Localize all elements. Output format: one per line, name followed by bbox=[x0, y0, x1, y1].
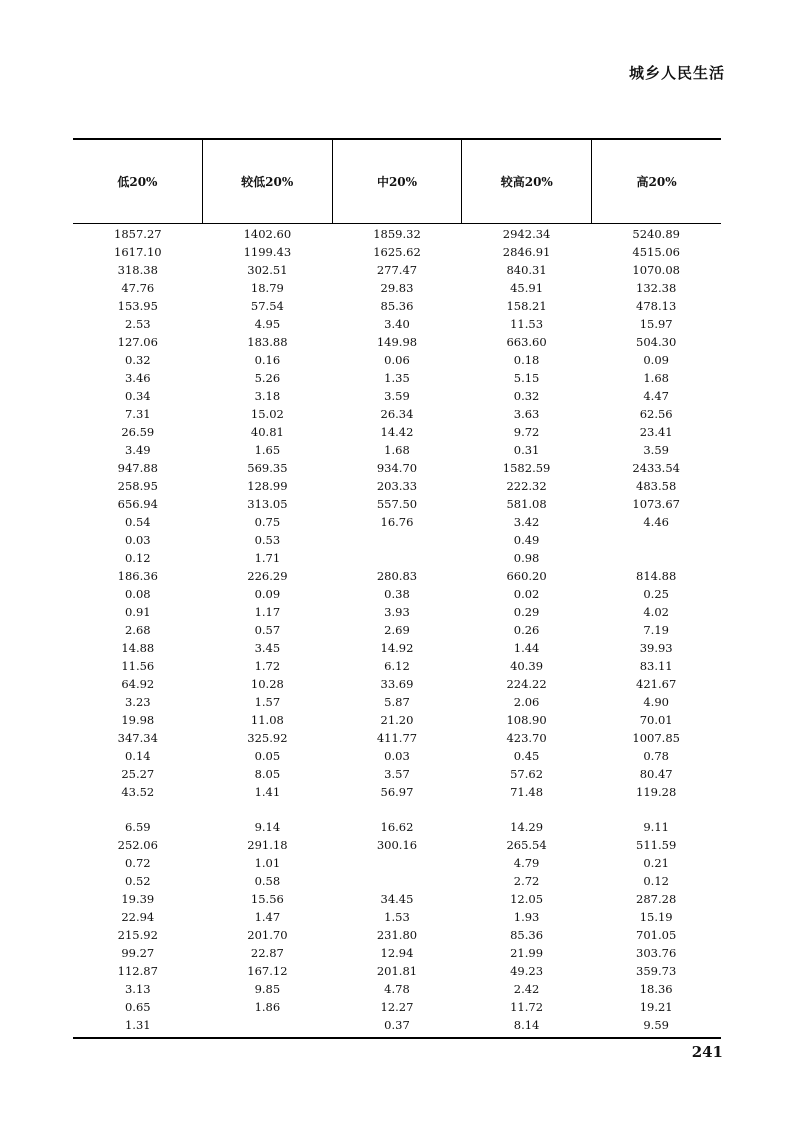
table-cell: 2.69 bbox=[384, 623, 410, 637]
table-cell: 183.88 bbox=[247, 335, 288, 349]
table-cell: 947.88 bbox=[117, 461, 158, 475]
table-cell: 0.31 bbox=[513, 443, 540, 457]
table-cell: 1.53 bbox=[384, 910, 410, 924]
table-cell: 0.98 bbox=[513, 551, 540, 565]
table-cell: 0.38 bbox=[384, 587, 410, 601]
table-cell: 3.93 bbox=[384, 605, 410, 619]
table-cell: 0.12 bbox=[124, 551, 151, 565]
column-header: 低20% bbox=[117, 175, 158, 189]
table-cell: 1582.59 bbox=[502, 461, 551, 475]
table-cell: 0.53 bbox=[254, 533, 281, 547]
table-cell: 0.75 bbox=[254, 515, 281, 529]
table-cell: 0.16 bbox=[254, 353, 281, 367]
table-row bbox=[73, 585, 721, 603]
table-cell: 47.76 bbox=[121, 281, 155, 295]
data-table bbox=[73, 138, 721, 1039]
table-row bbox=[73, 980, 721, 998]
table-cell: 1.01 bbox=[254, 856, 281, 870]
table-cell: 167.12 bbox=[247, 964, 288, 978]
table-cell bbox=[203, 1016, 333, 1034]
table-cell: 0.91 bbox=[124, 605, 151, 619]
table-cell: 19.98 bbox=[121, 713, 155, 727]
table-cell: 71.48 bbox=[510, 785, 544, 799]
table-cell: 1070.08 bbox=[632, 263, 680, 277]
table-cell: 25.27 bbox=[121, 767, 155, 781]
table-cell: 33.69 bbox=[380, 677, 414, 691]
table-cell: 11.72 bbox=[510, 1000, 544, 1014]
table-cell: 15.56 bbox=[250, 892, 284, 906]
table-cell: 80.47 bbox=[639, 767, 673, 781]
table-cell: 203.33 bbox=[376, 479, 418, 493]
table-cell: 3.18 bbox=[254, 389, 281, 403]
table-row bbox=[73, 603, 721, 621]
table-row bbox=[73, 836, 721, 854]
table-cell: 0.14 bbox=[124, 749, 151, 763]
table-cell: 9.14 bbox=[254, 820, 281, 834]
table-cell: 153.95 bbox=[117, 299, 158, 313]
table-cell: 11.56 bbox=[121, 659, 155, 673]
table-cell: 511.59 bbox=[636, 838, 677, 852]
table-cell: 277.47 bbox=[376, 263, 418, 277]
table-cell: 3.49 bbox=[124, 443, 151, 457]
table-cell: 23.41 bbox=[639, 425, 673, 439]
table-row bbox=[73, 747, 721, 765]
table-cell: 16.62 bbox=[380, 820, 414, 834]
table-cell: 0.65 bbox=[124, 1000, 151, 1014]
table-cell: 325.92 bbox=[247, 731, 288, 745]
table-cell: 4.79 bbox=[513, 856, 540, 870]
table-cell bbox=[462, 801, 592, 818]
table-cell: 1.86 bbox=[254, 1000, 281, 1014]
table-cell: 3.63 bbox=[513, 407, 540, 421]
table-cell: 1.41 bbox=[254, 785, 281, 799]
table-cell: 0.58 bbox=[254, 874, 281, 888]
table-cell: 1.44 bbox=[513, 641, 540, 655]
table-cell: 660.20 bbox=[506, 569, 547, 583]
table-cell: 4515.06 bbox=[632, 245, 680, 259]
table-body bbox=[73, 224, 721, 1037]
table-cell: 0.18 bbox=[513, 353, 540, 367]
table-cell: 421.67 bbox=[636, 677, 677, 691]
table-cell: 258.95 bbox=[117, 479, 158, 493]
table-cell: 0.06 bbox=[384, 353, 410, 367]
table-cell: 0.32 bbox=[513, 389, 540, 403]
table-cell: 557.50 bbox=[376, 497, 418, 511]
table-cell: 19.39 bbox=[121, 892, 155, 906]
table-cell: 40.81 bbox=[250, 425, 284, 439]
table-cell: 19.21 bbox=[639, 1000, 673, 1014]
table-cell bbox=[332, 872, 462, 890]
table-cell: 0.54 bbox=[124, 515, 151, 529]
table-cell: 0.21 bbox=[643, 856, 669, 870]
table-row bbox=[73, 387, 721, 405]
table-cell: 252.06 bbox=[117, 838, 158, 852]
table-cell: 1.68 bbox=[643, 371, 669, 385]
table-row bbox=[73, 783, 721, 801]
table-row bbox=[73, 531, 721, 549]
table-row bbox=[73, 1016, 721, 1034]
table-cell: 423.70 bbox=[506, 731, 547, 745]
table-cell: 128.99 bbox=[247, 479, 288, 493]
table-cell: 2.06 bbox=[513, 695, 540, 709]
table-row bbox=[73, 908, 721, 926]
table-cell: 2.72 bbox=[513, 874, 540, 888]
table-cell: 57.62 bbox=[510, 767, 544, 781]
table-row bbox=[73, 890, 721, 908]
table-cell: 0.29 bbox=[513, 605, 540, 619]
column-header: 较低20% bbox=[202, 140, 332, 223]
table-cell: 1007.85 bbox=[632, 731, 680, 745]
table-row bbox=[73, 711, 721, 729]
table-row bbox=[73, 351, 721, 369]
table-cell: 12.05 bbox=[510, 892, 544, 906]
table-row bbox=[73, 405, 721, 423]
table-cell: 26.59 bbox=[121, 425, 155, 439]
table-cell: 21.20 bbox=[380, 713, 414, 727]
table-row bbox=[73, 657, 721, 675]
table-cell: 85.36 bbox=[380, 299, 414, 313]
table-row bbox=[73, 621, 721, 639]
table-cell: 934.70 bbox=[376, 461, 418, 475]
table-cell: 0.25 bbox=[643, 587, 669, 601]
table-row bbox=[73, 675, 721, 693]
table-cell: 226.29 bbox=[247, 569, 288, 583]
table-cell: 0.12 bbox=[643, 874, 669, 888]
table-cell: 158.21 bbox=[506, 299, 547, 313]
table-cell: 483.58 bbox=[636, 479, 677, 493]
table-cell: 1073.67 bbox=[632, 497, 680, 511]
table-cell: 0.09 bbox=[254, 587, 281, 601]
table-cell: 3.40 bbox=[384, 317, 410, 331]
table-cell: 303.76 bbox=[636, 946, 677, 960]
table-cell: 22.87 bbox=[250, 946, 284, 960]
table-cell: 0.03 bbox=[384, 749, 410, 763]
running-head: 城乡人民生活 bbox=[628, 64, 725, 82]
column-header: 高20% bbox=[591, 140, 721, 223]
table-cell: 347.34 bbox=[117, 731, 158, 745]
table-cell: 4.46 bbox=[643, 515, 669, 529]
table-cell: 0.09 bbox=[643, 353, 669, 367]
table-row bbox=[73, 693, 721, 711]
table-cell: 201.81 bbox=[376, 964, 418, 978]
table-cell: 119.28 bbox=[636, 785, 677, 799]
table-cell: 302.51 bbox=[247, 263, 288, 277]
table-row bbox=[73, 801, 721, 818]
table-cell: 224.22 bbox=[506, 677, 547, 691]
table-cell: 0.78 bbox=[643, 749, 669, 763]
table-cell: 3.46 bbox=[124, 371, 151, 385]
table-row bbox=[73, 567, 721, 585]
table-row bbox=[73, 441, 721, 459]
table-cell: 2942.34 bbox=[502, 227, 551, 241]
table-cell: 215.92 bbox=[117, 928, 158, 942]
table-cell: 1.57 bbox=[254, 695, 281, 709]
table-cell: 14.88 bbox=[121, 641, 155, 655]
table-cell: 15.02 bbox=[250, 407, 284, 421]
table-cell: 43.52 bbox=[121, 785, 155, 799]
table-cell: 6.12 bbox=[384, 659, 410, 673]
table-cell: 4.78 bbox=[384, 982, 410, 996]
table-cell: 291.18 bbox=[247, 838, 288, 852]
table-cell: 14.29 bbox=[510, 820, 544, 834]
table-cell bbox=[332, 531, 462, 549]
table-cell: 2433.54 bbox=[632, 461, 680, 475]
table-cell: 5.26 bbox=[254, 371, 281, 385]
table-cell: 14.92 bbox=[380, 641, 414, 655]
table-cell: 3.45 bbox=[254, 641, 281, 655]
table-cell: 0.32 bbox=[124, 353, 151, 367]
table-row bbox=[73, 962, 721, 980]
table-cell: 581.08 bbox=[506, 497, 547, 511]
table-cell: 85.36 bbox=[510, 928, 544, 942]
table-cell: 1.35 bbox=[384, 371, 410, 385]
table-cell: 1857.27 bbox=[114, 227, 162, 241]
table-cell: 1.72 bbox=[254, 659, 281, 673]
table-cell: 0.72 bbox=[124, 856, 151, 870]
table-cell: 12.27 bbox=[380, 1000, 414, 1014]
table-cell: 2.42 bbox=[513, 982, 540, 996]
table-cell: 149.98 bbox=[376, 335, 418, 349]
table-cell: 4.95 bbox=[254, 317, 281, 331]
table-cell: 112.87 bbox=[117, 964, 158, 978]
table-cell: 15.97 bbox=[639, 317, 673, 331]
table-cell: 1.68 bbox=[384, 443, 410, 457]
table-cell bbox=[332, 801, 462, 818]
table-cell: 2846.91 bbox=[502, 245, 551, 259]
table-row bbox=[73, 765, 721, 783]
table-cell: 265.54 bbox=[506, 838, 547, 852]
table-header bbox=[73, 140, 721, 224]
column-header: 较高20% bbox=[461, 140, 591, 223]
table-cell: 4.02 bbox=[643, 605, 669, 619]
table-row bbox=[73, 477, 721, 495]
table-cell bbox=[591, 531, 721, 549]
table-cell: 0.49 bbox=[513, 533, 540, 547]
table-cell: 4.47 bbox=[643, 389, 669, 403]
table-row bbox=[73, 315, 721, 333]
table-cell: 0.02 bbox=[513, 587, 540, 601]
table-cell: 49.23 bbox=[510, 964, 544, 978]
table-cell: 1.93 bbox=[513, 910, 540, 924]
table-cell: 2.68 bbox=[124, 623, 151, 637]
table-cell: 1859.32 bbox=[373, 227, 421, 241]
table-cell: 287.28 bbox=[636, 892, 677, 906]
table-cell: 7.31 bbox=[124, 407, 151, 421]
table-cell: 504.30 bbox=[636, 335, 677, 349]
table-cell: 3.13 bbox=[124, 982, 151, 996]
table-cell: 40.39 bbox=[510, 659, 544, 673]
table-row bbox=[73, 369, 721, 387]
table-cell: 0.52 bbox=[124, 874, 151, 888]
table-cell: 0.37 bbox=[384, 1018, 410, 1032]
table-cell: 3.59 bbox=[384, 389, 410, 403]
table-cell: 318.38 bbox=[117, 263, 158, 277]
table-cell: 1617.10 bbox=[114, 245, 162, 259]
table-cell: 840.31 bbox=[506, 263, 547, 277]
table-row bbox=[73, 279, 721, 297]
table-row bbox=[73, 926, 721, 944]
table-cell: 21.99 bbox=[510, 946, 544, 960]
table-row bbox=[73, 459, 721, 477]
table-row bbox=[73, 225, 721, 243]
table-cell: 2.53 bbox=[124, 317, 151, 331]
table-cell: 14.42 bbox=[380, 425, 414, 439]
table-cell: 9.59 bbox=[643, 1018, 669, 1032]
table-cell: 3.42 bbox=[513, 515, 540, 529]
table-cell: 569.35 bbox=[247, 461, 288, 475]
table-cell: 1402.60 bbox=[243, 227, 292, 241]
table-row bbox=[73, 297, 721, 315]
table-row bbox=[73, 261, 721, 279]
table-cell: 83.11 bbox=[639, 659, 673, 673]
table-cell: 1.65 bbox=[254, 443, 281, 457]
table-row bbox=[73, 998, 721, 1016]
table-cell bbox=[591, 801, 721, 818]
table-cell: 15.19 bbox=[639, 910, 673, 924]
table-cell: 656.94 bbox=[117, 497, 158, 511]
table-cell: 132.38 bbox=[636, 281, 677, 295]
table-cell: 8.05 bbox=[254, 767, 281, 781]
table-cell: 1625.62 bbox=[373, 245, 421, 259]
table-cell: 201.70 bbox=[247, 928, 288, 942]
table-cell: 108.90 bbox=[506, 713, 547, 727]
table-row bbox=[73, 549, 721, 567]
table-cell: 9.11 bbox=[643, 820, 669, 834]
table-cell: 186.36 bbox=[117, 569, 158, 583]
table-cell: 11.08 bbox=[250, 713, 284, 727]
table-cell: 0.57 bbox=[254, 623, 281, 637]
table-cell: 11.53 bbox=[510, 317, 544, 331]
table-row bbox=[73, 243, 721, 261]
table-cell bbox=[332, 854, 462, 872]
table-cell: 1199.43 bbox=[243, 245, 292, 259]
table-cell bbox=[203, 801, 333, 818]
table-cell: 7.19 bbox=[643, 623, 669, 637]
table-cell: 45.91 bbox=[510, 281, 544, 295]
table-row bbox=[73, 423, 721, 441]
table-cell: 411.77 bbox=[376, 731, 418, 745]
table-cell: 26.34 bbox=[380, 407, 414, 421]
table-row bbox=[73, 944, 721, 962]
table-row bbox=[73, 854, 721, 872]
table-cell: 22.94 bbox=[121, 910, 155, 924]
table-cell: 56.97 bbox=[380, 785, 414, 799]
table-cell: 0.03 bbox=[124, 533, 151, 547]
table-cell: 64.92 bbox=[121, 677, 155, 691]
table-cell: 3.59 bbox=[643, 443, 669, 457]
table-row bbox=[73, 495, 721, 513]
table-cell: 359.73 bbox=[636, 964, 677, 978]
table-cell: 62.56 bbox=[639, 407, 673, 421]
table-cell: 29.83 bbox=[380, 281, 414, 295]
table-cell: 99.27 bbox=[121, 946, 155, 960]
table-cell: 6.59 bbox=[124, 820, 151, 834]
table-cell: 0.26 bbox=[513, 623, 540, 637]
table-cell: 8.14 bbox=[513, 1018, 540, 1032]
table-cell: 300.16 bbox=[376, 838, 418, 852]
table-cell: 127.06 bbox=[117, 335, 158, 349]
page-number: 241 bbox=[691, 1043, 723, 1061]
table-cell bbox=[332, 549, 462, 567]
table-cell: 3.23 bbox=[124, 695, 151, 709]
table-row bbox=[73, 818, 721, 836]
table-row bbox=[73, 513, 721, 531]
table-cell: 4.90 bbox=[643, 695, 669, 709]
table-cell: 12.94 bbox=[380, 946, 414, 960]
table-cell: 0.45 bbox=[513, 749, 540, 763]
table-cell: 1.17 bbox=[254, 605, 281, 619]
table-row bbox=[73, 639, 721, 657]
table-cell: 57.54 bbox=[250, 299, 284, 313]
table-cell: 70.01 bbox=[639, 713, 673, 727]
table-cell: 5.15 bbox=[513, 371, 540, 385]
column-header: 中20% bbox=[332, 140, 462, 223]
table-cell: 1.31 bbox=[124, 1018, 151, 1032]
table-cell: 1.47 bbox=[254, 910, 281, 924]
table-cell: 5240.89 bbox=[632, 227, 680, 241]
table-cell: 0.34 bbox=[124, 389, 151, 403]
table-row bbox=[73, 333, 721, 351]
table-cell: 313.05 bbox=[247, 497, 288, 511]
table-cell: 9.85 bbox=[254, 982, 281, 996]
table-cell: 3.57 bbox=[384, 767, 410, 781]
table-cell bbox=[591, 549, 721, 567]
table-cell: 16.76 bbox=[380, 515, 414, 529]
table-cell: 5.87 bbox=[384, 695, 410, 709]
table-cell: 663.60 bbox=[506, 335, 547, 349]
table-row bbox=[73, 872, 721, 890]
table-row bbox=[73, 729, 721, 747]
table-cell: 0.08 bbox=[124, 587, 151, 601]
table-cell: 34.45 bbox=[380, 892, 414, 906]
table-cell: 231.80 bbox=[376, 928, 418, 942]
table-cell: 280.83 bbox=[376, 569, 418, 583]
table-cell: 18.79 bbox=[250, 281, 284, 295]
table-cell: 701.05 bbox=[636, 928, 677, 942]
table-cell: 10.28 bbox=[250, 677, 284, 691]
table-cell: 478.13 bbox=[636, 299, 677, 313]
table-cell bbox=[73, 801, 203, 818]
table-cell: 814.88 bbox=[636, 569, 677, 583]
table-cell: 18.36 bbox=[639, 982, 673, 996]
table-cell: 9.72 bbox=[513, 425, 540, 439]
table-cell: 222.32 bbox=[506, 479, 547, 493]
table-cell: 1.71 bbox=[254, 551, 281, 565]
table-cell: 39.93 bbox=[639, 641, 673, 655]
table-cell: 0.05 bbox=[254, 749, 281, 763]
